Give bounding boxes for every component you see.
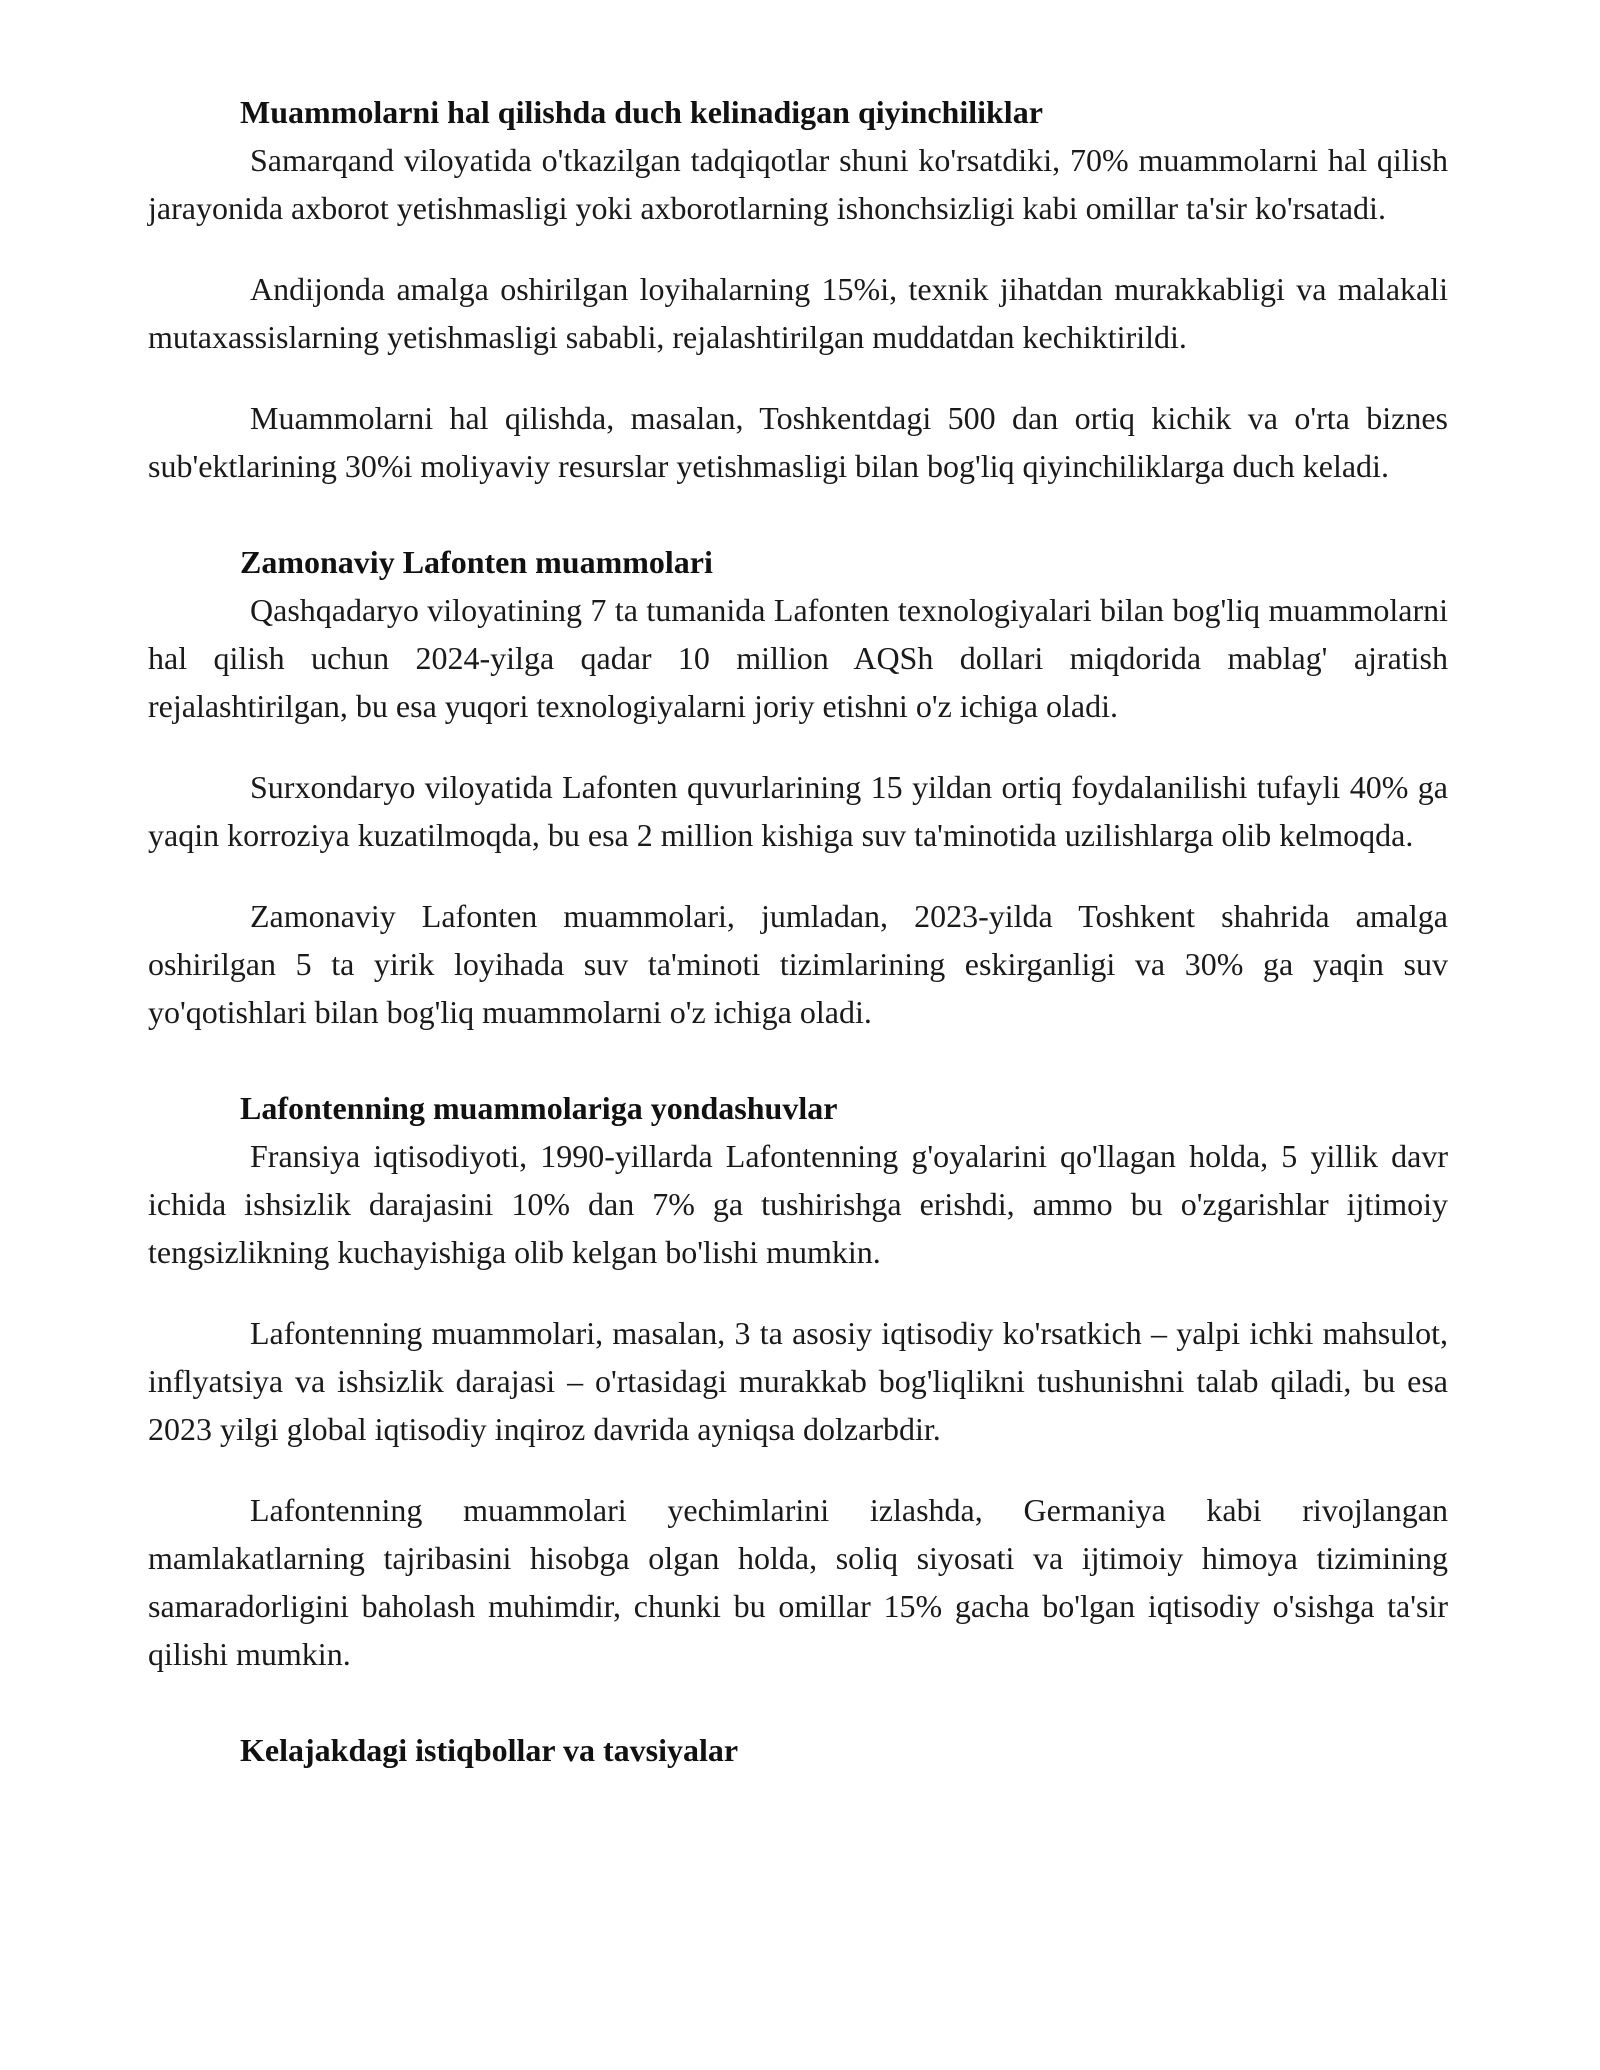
paragraph-spacer xyxy=(148,361,1448,394)
section-heading: Muammolarni hal qilishda duch kelinadigan qiyinchiliklar xyxy=(240,94,1043,130)
paragraph: Fransiya iqtisodiyoti, 1990-yillarda Lafontenning g'oyalarini qo'llagan holda, 5 yillik davr ichida ishsizlik darajasini 10% dan 7% ga tushirishga erishdi, ammo bu o'zgarishlar ijtimoiy tengsizlikning kuchayishiga olib kelgan bo'lishi mumkin. xyxy=(148,1138,1448,1270)
document-page xyxy=(148,88,1448,1774)
paragraph-spacer xyxy=(148,859,1448,892)
paragraph: Andijonda amalga oshirilgan loyihalarning 15%i, texnik jihatdan murakkabligi va malakali mutaxassislarning yetishmasligi sababli, rejalashtirilgan muddatdan kechiktirildi. xyxy=(148,271,1448,355)
paragraph: Zamonaviy Lafonten muammolari, jumladan, 2023-yilda Toshkent shahrida amalga oshirilgan 5 ta yirik loyihada suv ta'minoti tizimlarining eskirganligi va 30% ga yaqin suv yo'qotishlari bilan bog'liq muammolarni o'z ichiga oladi. xyxy=(148,898,1448,1030)
paragraph: Surxondaryo viloyatida Lafonten quvurlarining 15 yildan ortiq foydalanilishi tufayli 40% ga yaqin korroziya kuzatilmoqda, bu esa 2 million kishiga suv ta'minotida uzilishlarga olib kelmoqda. xyxy=(148,769,1448,853)
section-heading: Kelajakdagi istiqbollar va tavsiyalar xyxy=(240,1732,739,1768)
paragraph: Qashqadaryo viloyatining 7 ta tumanida Lafonten texnologiyalari bilan bog'liq muammolarni hal qilish uchun 2024-yilga qadar 10 million AQSh dollari miqdorida mablag' ajratish rejalashtirilgan, bu esa yuqori texnologiyalarni joriy etishni o'z ichiga oladi. xyxy=(148,592,1448,724)
section-spacer xyxy=(148,490,1448,538)
paragraph-spacer xyxy=(148,232,1448,265)
section-heading: Zamonaviy Lafonten muammolari xyxy=(240,544,713,580)
paragraph-spacer xyxy=(148,730,1448,763)
paragraph: Muammolarni hal qilishda, masalan, Toshkentdagi 500 dan ortiq kichik va o'rta biznes sub'ektlarining 30%i moliyaviy resurslar yetishmasligi bilan bog'liq qiyinchiliklarga duch keladi. xyxy=(148,400,1448,484)
paragraph: Lafontenning muammolari, masalan, 3 ta asosiy iqtisodiy ko'rsatkich – yalpi ichki mahsulot, inflyatsiya va ishsizlik darajasi – o'rtasidagi murakkab bog'liqlikni tushunishni talab qiladi, bu esa 2023 yilgi global iqtisodiy inqiroz davrida ayniqsa dolzarbdir. xyxy=(148,1315,1448,1447)
section-spacer xyxy=(148,1036,1448,1084)
paragraph-spacer xyxy=(148,1453,1448,1486)
section-spacer xyxy=(148,1678,1448,1726)
paragraph: Samarqand viloyatida o'tkazilgan tadqiqotlar shuni ko'rsatdiki, 70% muammolarni hal qilish jarayonida axborot yetishmasligi yoki axborotlarning ishonchsizligi kabi omillar ta'sir ko'rsatadi. xyxy=(148,142,1448,226)
section-heading: Lafontenning muammolariga yondashuvlar xyxy=(240,1090,838,1126)
paragraph: Lafontenning muammolari yechimlarini izlashda, Germaniya kabi rivojlangan mamlakatlarning tajribasini hisobga olgan holda, soliq siyosati va ijtimoiy himoya tizimining samaradorligini baholash muhimdir, chunki bu omillar 15% gacha bo'lgan iqtisodiy o'sishga ta'sir qilishi mumkin. xyxy=(148,1492,1448,1672)
paragraph-spacer xyxy=(148,1276,1448,1309)
